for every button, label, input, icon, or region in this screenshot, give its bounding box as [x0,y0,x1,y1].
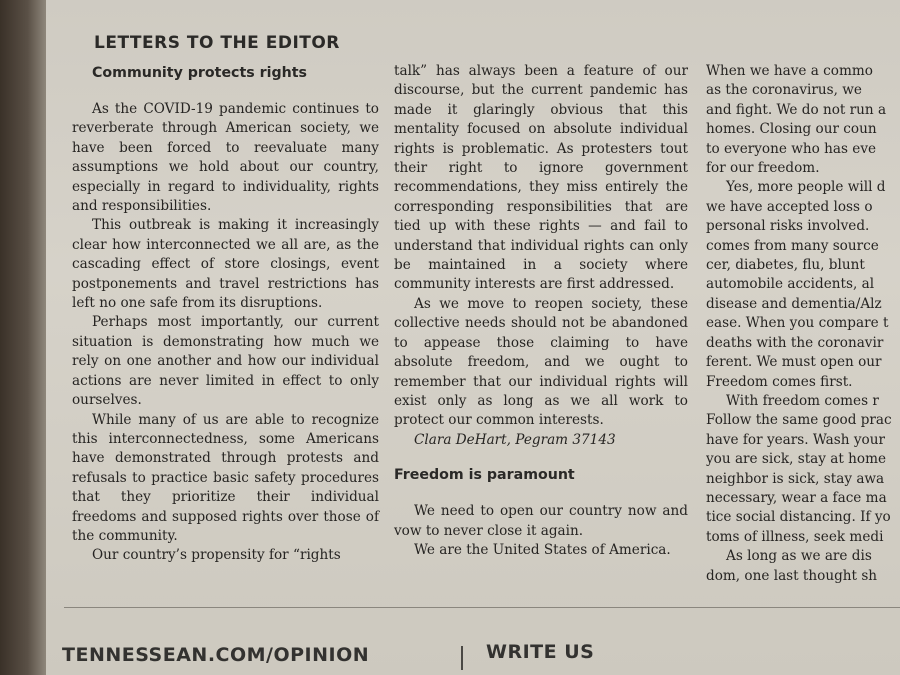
letter2-line: dom, one last thought sh [706,567,878,584]
letter2-paragraph: We need to open our country now and vow to never close it again. [394,503,688,539]
column-1 [72,62,379,566]
page-edge-shadow [0,0,46,675]
letter2-line: Freedom comes first. [706,373,853,390]
letter1-headline: Community protects rights [92,65,307,81]
letter2-paragraph: We are the United States of America. [414,541,671,558]
letter2-line: you are sick, stay at home [706,451,887,468]
letter2-line: tice social distancing. If yo [706,509,891,526]
letter2-line: have for years. Wash your [706,431,885,448]
letter2-line: As long as we are dis [726,548,872,565]
letter2-line: When we have a commo [706,63,873,79]
letter2-line: necessary, wear a face ma [706,489,887,506]
letter2-line: cer, diabetes, flu, blunt [706,257,865,274]
section-title: LETTERS TO THE EDITOR [94,33,340,53]
footer-separator [461,646,463,670]
column-3 [706,62,900,586]
letter2-line: to everyone who has eve [706,140,877,157]
footer-write-us: WRITE US [486,641,595,663]
footer-divider [64,607,900,608]
letter2-line: comes from many source [706,237,879,254]
letter2-line: for our freedom. [706,160,820,177]
letter2-line: as the coronavirus, we [706,82,862,99]
footer-site-link[interactable]: TENNESSEAN.COM/OPINION [62,644,370,666]
letter1-paragraph: This outbreak is making it increasingly clear how interconnected we all are, as the cascading effect of store closings, event postponements and travel restrictions has left no one safe from its disruptions. [72,217,379,312]
letter2-line: Yes, more people will d [726,179,886,196]
column-2 [394,62,688,560]
letter2-line: automobile accidents, al [706,276,875,293]
letter2-line: we have accepted loss o [706,198,873,215]
letter2-line: ferent. We must open our [706,354,882,371]
letter2-line: homes. Closing our coun [706,121,877,138]
letter2-line: deaths with the coronavir [706,334,884,351]
letter2-line: personal risks involved. [706,218,870,235]
letter2-line: and fight. We do not run a [706,101,887,118]
letter1-continued-paragraph: As we move to reopen society, these collective needs should not be abandoned to appease those claiming to have absolute freedom, and we ought to remember that our individual rights will exist only as long as we all work to protect our common interests. [394,295,688,429]
letter2-line: ease. When you compare t [706,315,889,332]
letter1-paragraph: Perhaps most importantly, our current situation is demonstrating how much we rely on one another and how our individual actions are never limited in effect to only ourselves. [72,314,379,409]
letter2-line: neighbor is sick, stay awa [706,470,885,487]
letter1-paragraph: While many of us are able to recognize this interconnectedness, some Americans have demonstrated through protests and refusals to practice basic safety procedures that they prioritize their individual freedoms and supposed rights over those of the community. [72,411,379,544]
letter2-line: disease and dementia/Alz [706,295,882,312]
letter2-line: Follow the same good prac [706,412,892,429]
letter1-paragraph: As the COVID-19 pandemic continues to reverberate through American society, we have been forced to reevaluate many assumptions we hold about our country, especially in regard to individuality, rights and responsibilities. [72,101,379,215]
letter1-paragraph: Our country’s propensity for “rights [92,547,341,564]
letter1-continued-paragraph: talk” has always been a feature of our discourse, but the current pandemic has made it glaringly obvious that this mentality focused on absolute individual rights is problematic. As protesters tout their right to ignore government recommendations, they miss entirely the corresponding responsibilities that are tied up with these rights — and fail to understand that individual rights can only be maintained in a society where community interests are first addressed. [394,63,688,293]
letter2-line: With freedom comes r [726,392,879,409]
letter1-signature: Clara DeHart, Pegram 37143 [414,431,616,448]
letter2-line: toms of illness, seek medi [706,528,884,545]
letter2-headline: Freedom is paramount [394,467,575,484]
